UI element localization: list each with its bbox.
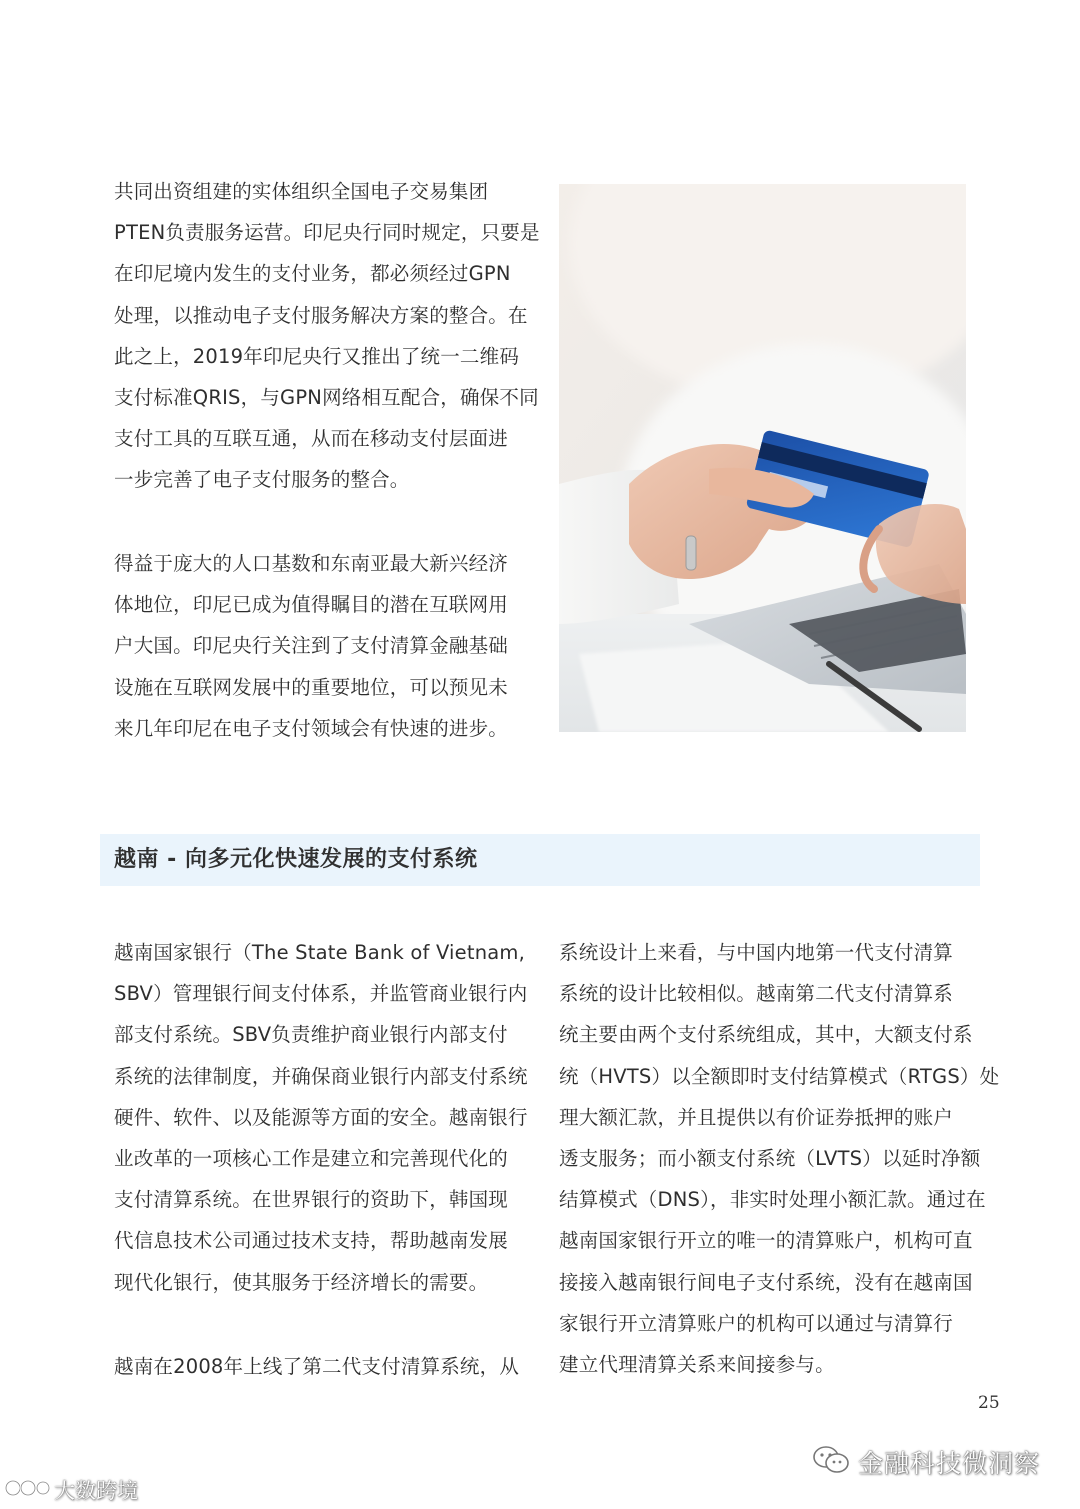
text-line: 结算模式（DNS），非实时处理小额汇款。通过在 xyxy=(559,1188,986,1212)
text-line: 部支付系统。SBV负责维护商业银行内部支付 xyxy=(114,1023,508,1047)
text-line: 此之上，2019年印尼央行又推出了统一二维码 xyxy=(114,344,520,368)
logo-icon xyxy=(4,1475,50,1505)
text-line: 越南在2008年上线了第二代支付清算系统，从 xyxy=(114,1355,520,1378)
paragraph-vietnam-system xyxy=(559,932,1000,1385)
paragraph-indonesia-gpn xyxy=(114,171,540,501)
page-number: 25 xyxy=(978,1393,1000,1413)
text-line: SBV）管理银行间支付体系，并监管商业银行内 xyxy=(114,982,528,1006)
text-line: 统主要由两个支付系统组成，其中，大额支付系 xyxy=(559,1023,973,1047)
watermark-right-text: 金融科技微洞察 xyxy=(858,1449,1041,1478)
text-line: 支付清算系统。在世界银行的资助下，韩国现 xyxy=(114,1188,509,1212)
section-heading-bar xyxy=(100,834,980,886)
text-line: 家银行开立清算账户的机构可以通过与清算行 xyxy=(559,1311,954,1335)
text-line: 一步完善了电子支付服务的整合。 xyxy=(114,468,410,492)
text-line: 越南国家银行开立的唯一的清算账户，机构可直 xyxy=(559,1229,973,1253)
watermark-wechat xyxy=(812,1444,1040,1480)
text-line: 来几年印尼在电子支付领域会有快速的进步。 xyxy=(114,716,509,740)
text-line: 代信息技术公司通过技术支持，帮助越南发展 xyxy=(114,1229,509,1253)
text-line: 透支服务；而小额支付系统（LVTS）以延时净额 xyxy=(559,1147,981,1171)
text-line: 体地位，印尼已成为值得瞩目的潜在互联网用 xyxy=(114,593,509,617)
watermark-left-text: 大数跨境 xyxy=(54,1479,138,1503)
text-line: 在印尼境内发生的支付业务，都必须经过GPN xyxy=(114,262,511,286)
text-line: 统（HVTS）以全额即时支付结算模式（RTGS）处 xyxy=(559,1064,1000,1088)
text-line: PTEN负责服务运营。印尼央行同时规定，只要是 xyxy=(114,221,540,245)
text-line: 越南国家银行（The State Bank of Vietnam, xyxy=(114,941,526,964)
text-line: 现代化银行，使其服务于经济增长的需要。 xyxy=(114,1270,489,1294)
credit-card-laptop-photo xyxy=(559,184,966,732)
text-line: 系统设计上来看，与中国内地第一代支付清算 xyxy=(559,941,954,964)
text-line: 支付工具的互联互通，从而在移动支付层面进 xyxy=(114,427,509,451)
paragraph-indonesia-outlook xyxy=(114,543,534,749)
text-line: 户大国。印尼央行关注到了支付清算金融基础 xyxy=(114,634,509,658)
text-line: 处理，以推动电子支付服务解决方案的整合。在 xyxy=(114,303,528,327)
text-line: 建立代理清算关系来间接参与。 xyxy=(559,1353,835,1377)
text-line: 理大额汇款，并且提供以有价证券抵押的账户 xyxy=(559,1105,954,1129)
paragraph-vietnam-2008 xyxy=(114,1346,534,1387)
text-line: 业改革的一项核心工作是建立和完善现代化的 xyxy=(114,1147,509,1171)
text-line: 硬件、软件、以及能源等方面的安全。越南银行 xyxy=(114,1105,528,1129)
text-line: 共同出资组建的实体组织全国电子交易集团 xyxy=(114,180,489,203)
text-line: 系统的法律制度，并确保商业银行内部支付系统 xyxy=(114,1064,528,1088)
watermark-logo xyxy=(4,1474,138,1506)
paragraph-vietnam-sbv xyxy=(114,932,534,1303)
text-line: 设施在互联网发展中的重要地位，可以预见未 xyxy=(114,675,509,699)
text-line: 接接入越南银行间电子支付系统，没有在越南国 xyxy=(559,1270,973,1294)
text-line: 系统的设计比较相似。越南第二代支付清算系 xyxy=(559,982,954,1006)
wechat-icon xyxy=(812,1444,850,1480)
section-title: 越南 - 向多元化快速发展的支付系统 xyxy=(114,847,478,872)
text-line: 得益于庞大的人口基数和东南亚最大新兴经济 xyxy=(114,552,509,575)
text-line: 支付标准QRIS，与GPN网络相互配合，确保不同 xyxy=(114,386,539,410)
